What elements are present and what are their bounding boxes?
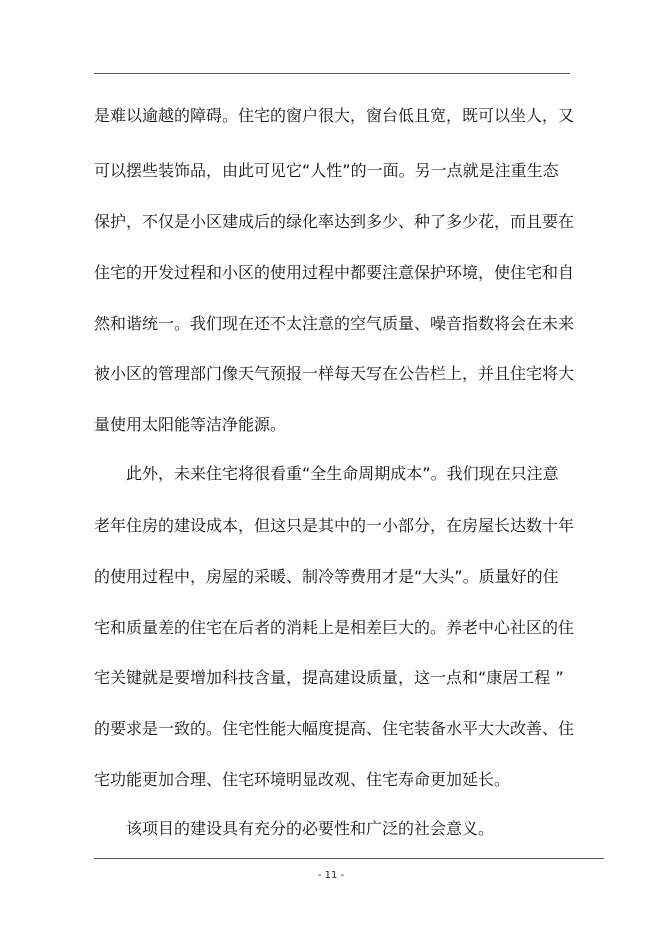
- text-line-5: 然和谐统一。我们现在还不太注意的空气质量、噪音指数将会在未来: [94, 314, 575, 333]
- text-line-6: 被小区的管理部门像天气预报一样每天写在公告栏上，并且住宅将大: [94, 364, 575, 383]
- text-line-2: 可以摆些装饰品，由此可见它“人性”的一面。另一点就是注重生态: [94, 161, 559, 180]
- header-rule: [94, 73, 570, 74]
- text-line-15: 该项目的建设具有充分的必要性和广泛的社会意义。: [126, 819, 495, 838]
- text-line-1: 是难以逾越的障碍。住宅的窗户很大，窗台低且宽，既可以坐人，又: [94, 106, 575, 125]
- text-line-10: 的使用过程中，房屋的采暖、制冷等费用才是“大头”。质量好的住: [94, 567, 559, 586]
- text-line-3: 保护，不仅是小区建成后的绿化率达到多少、种了多少花，而且要在: [94, 212, 575, 231]
- text-line-8: 此外，未来住宅将很看重“全生命周期成本”。我们现在只注意: [126, 464, 559, 483]
- text-line-7: 量使用太阳能等洁净能源。: [94, 415, 287, 434]
- text-line-11: 宅和质量差的住宅在后者的消耗上是相差巨大的。养老中心社区的住: [94, 618, 575, 637]
- footer-rule: [94, 858, 604, 859]
- text-line-14: 宅功能更加合理、住宅环境明显改观、住宅寿命更加延长。: [94, 770, 511, 789]
- text-line-4: 住宅的开发过程和小区的使用过程中都要注意保护环境，使住宅和自: [94, 263, 575, 282]
- page-number: - 11 -: [317, 870, 345, 881]
- text-line-12: 宅关键就是要增加科技含量，提高建设质量，这一点和“康居工程 ”: [94, 668, 564, 687]
- text-line-13: 的要求是一致的。住宅性能大幅度提高、住宅装备水平大大改善、住: [94, 719, 575, 738]
- text-line-9: 老年住房的建设成本，但这只是其中的一小部分，在房屋长达数十年: [94, 516, 575, 535]
